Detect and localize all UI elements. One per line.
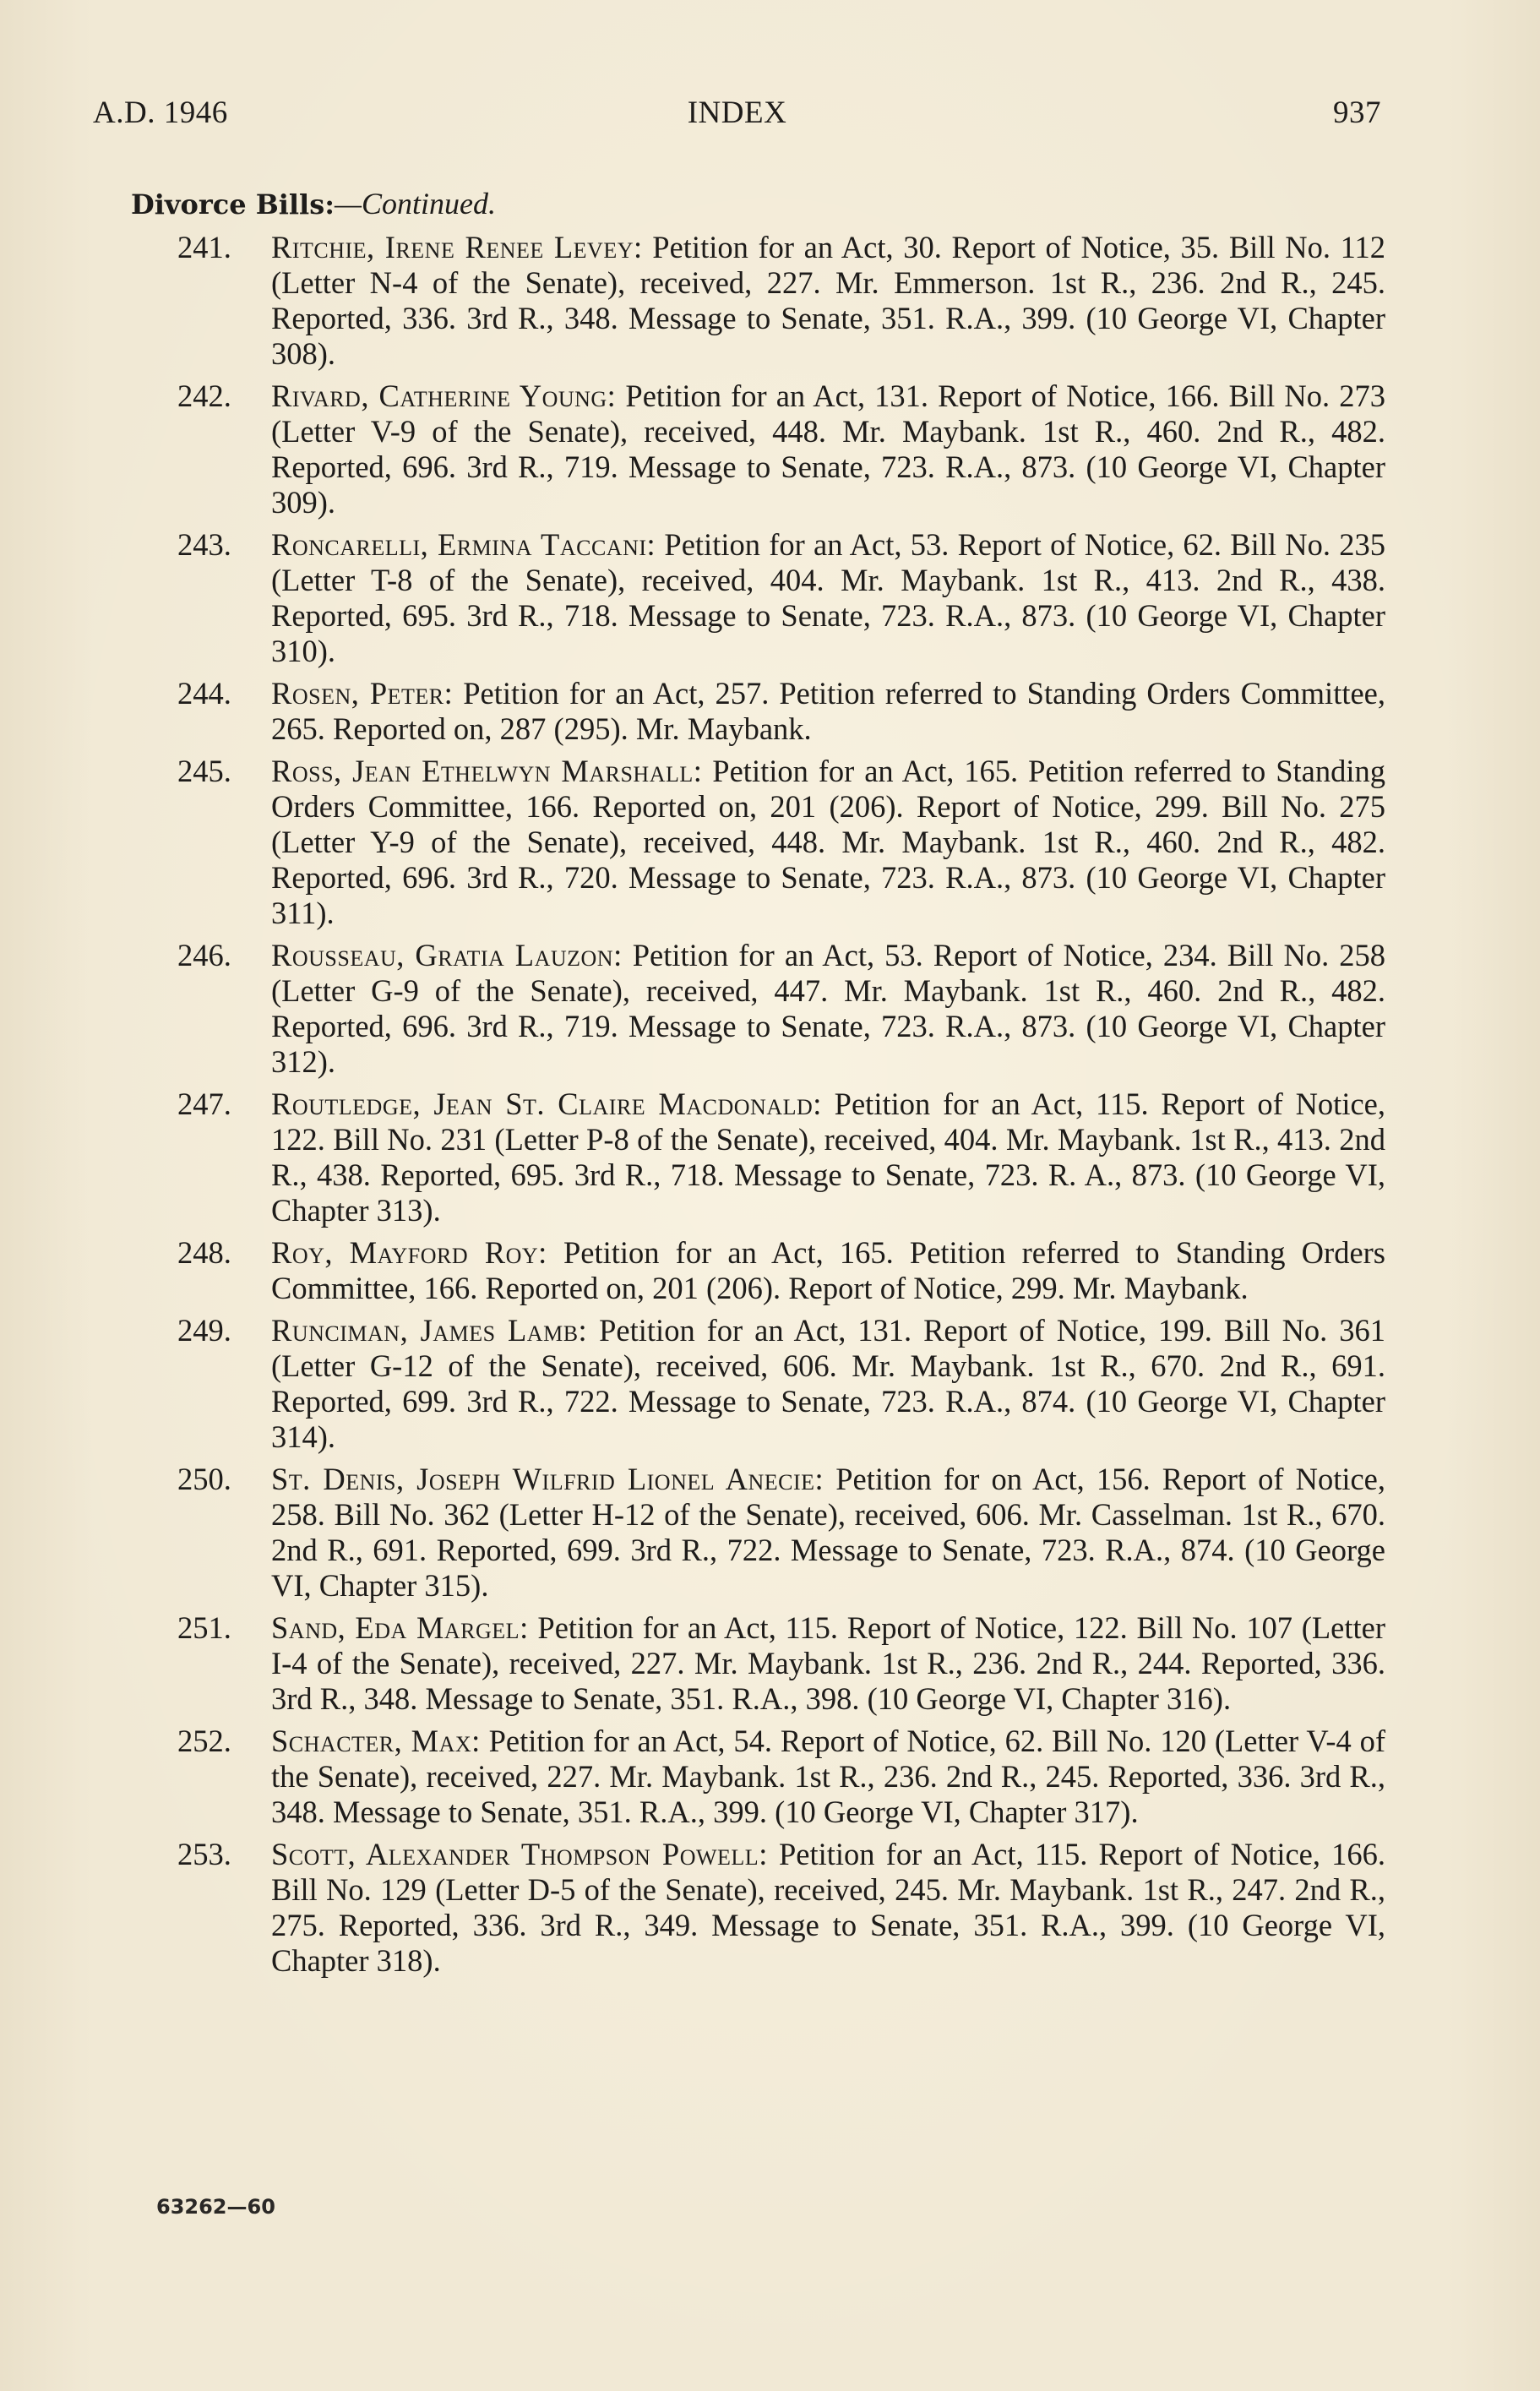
entry-name: Schacter, Max: — [271, 1724, 481, 1758]
index-entry — [131, 230, 1385, 372]
entry-body: Petition for an Act, 53. Report of Notice, 234. Bill No. 258 (Letter G-9 of the Senate), received, 447. Mr. Maybank. 1st R., 460. 2nd R., 482. Reported, 696. 3rd R., 719. Message to Senate, 723. R.A., 873. (10 George VI, Chapter 312). — [271, 938, 1385, 1079]
entry-number-label: 250. — [177, 1462, 231, 1496]
entry-body: Petition for an Act, 165. Petition referred to Standing Orders Committee, 166. Reported on, 201 (206). Report of Notice, 299. Bill No. 275 (Letter Y-9 of the Senate), received, 448. Mr. Maybank. 1st R., 460. 2nd R., 482. Reported, 696. 3rd R., 720. Message to Senate, 723. R.A., 873. (10 George VI, Chapter 311). — [271, 754, 1385, 930]
entry-body: Petition for an Act, 53. Report of Notice, 62. Bill No. 235 (Letter T-8 of the Senate), received, 404. Mr. Maybank. 1st R., 413. 2nd R., 438. Reported, 695. 3rd R., 718. Message to Senate, 723. R.A., 873. (10 George VI, Chapter 310). — [271, 527, 1385, 668]
section-title: Divorce Bills: — [131, 188, 335, 221]
entry-number-label: 247. — [177, 1087, 231, 1121]
entry-body: Petition for an Act, 131. Report of Notice, 166. Bill No. 273 (Letter V-9 of the Senate), received, 448. Mr. Maybank. 1st R., 460. 2nd R., 482. Reported, 696. 3rd R., 719. Message to Senate, 723. R.A., 873. (10 George VI, Chapter 309). — [271, 379, 1385, 520]
entry-body: Petition for an Act, 54. Report of Notice, 62. Bill No. 120 (Letter V-4 of the Senate), received, 227. Mr. Maybank. 1st R., 236. 2nd R., 245. Reported, 336. 3rd R., 348. Message to Senate, 351. R.A., 399. (10 George VI, Chapter 317). — [271, 1724, 1386, 1829]
entry-number — [131, 1610, 268, 1646]
entry-name: Rivard, Catherine Young: — [271, 379, 617, 413]
entry-number-label: 245. — [177, 754, 231, 788]
index-entries — [131, 230, 1385, 1985]
entry-name: Roy, Mayford Roy: — [271, 1235, 547, 1270]
entry-number — [131, 1235, 268, 1271]
entry-number — [131, 1313, 268, 1348]
entry-number-label: 242. — [177, 379, 231, 413]
index-entry — [131, 1235, 1385, 1306]
entry-name: Roncarelli, Ermina Taccani: — [271, 527, 656, 562]
index-entry — [131, 938, 1385, 1080]
index-entry — [131, 1462, 1385, 1604]
entry-body: Petition for an Act, 115. Report of Notice, 122. Bill No. 107 (Letter I-4 of the Senate), received, 227. Mr. Maybank. 1st R., 236. 2nd R., 244. Reported, 336. 3rd R., 348. Message to Senate, 351. R.A., 398. (10 George VI, Chapter 316). — [271, 1610, 1386, 1716]
entry-number-label: 249. — [177, 1313, 231, 1348]
index-entry — [131, 1837, 1385, 1979]
entry-body: Petition for an Act, 115. Report of Notice, 122. Bill No. 231 (Letter P-8 of the Senate), received, 404. Mr. Maybank. 1st R., 413. 2nd R., 438. Reported, 695. 3rd R., 718. Message to Senate, 723. R. A., 873. (10 George VI, Chapter 313). — [271, 1087, 1385, 1228]
index-entry — [131, 1313, 1385, 1455]
entry-text — [268, 1462, 1385, 1604]
entry-number — [131, 938, 268, 973]
entry-name: Ross, Jean Ethelwyn Marshall: — [271, 754, 703, 788]
entry-number-label: 253. — [177, 1837, 231, 1871]
running-head-year: A.D. 1946 — [93, 95, 228, 130]
entry-number — [131, 527, 268, 563]
index-entry — [131, 527, 1385, 669]
entry-number-label: 252. — [177, 1724, 231, 1758]
index-entry — [131, 379, 1385, 520]
section-heading — [131, 186, 496, 221]
entry-text — [268, 754, 1385, 931]
entry-name: Scott, Alexander Thompson Powell: — [271, 1837, 768, 1871]
entry-number-label: 251. — [177, 1610, 231, 1645]
entry-text — [268, 230, 1385, 372]
entry-body: Petition for an Act, 115. Report of Notice, 166. Bill No. 129 (Letter D-5 of the Senate), received, 245. Mr. Maybank. 1st R., 247. 2nd R., 275. Reported, 336. 3rd R., 349. Message to Senate, 351. R.A., 399. (10 George VI, Chapter 318). — [271, 1837, 1386, 1978]
entry-number — [131, 1462, 268, 1497]
entry-text — [268, 1610, 1385, 1717]
entry-number-label: 241. — [177, 230, 231, 264]
running-head — [93, 95, 1381, 137]
entry-name: Rousseau, Gratia Lauzon: — [271, 938, 623, 972]
entry-body: Petition for on Act, 156. Report of Notice, 258. Bill No. 362 (Letter H-12 of the Senate), received, 606. Mr. Casselman. 1st R., 670. 2nd R., 691. Reported, 699. 3rd R., 722. Message to Senate, 723. R.A., 874. (10 George VI, Chapter 315). — [271, 1462, 1386, 1603]
entry-name: Runciman, James Lamb: — [271, 1313, 588, 1348]
print-code: 63262—60 — [156, 2195, 275, 2219]
index-entry — [131, 676, 1385, 747]
entry-text — [268, 1087, 1385, 1228]
entry-body: Petition for an Act, 257. Petition referred to Standing Orders Committee, 265. Reported on, 287 (295). Mr. Maybank. — [271, 676, 1385, 746]
index-entry — [131, 1610, 1385, 1717]
entry-name: Rosen, Peter: — [271, 676, 454, 711]
index-entry — [131, 1724, 1385, 1830]
entry-name: Sand, Eda Margel: — [271, 1610, 529, 1645]
entry-number-label: 246. — [177, 938, 231, 972]
entry-number-label: 248. — [177, 1235, 231, 1270]
entry-number — [131, 379, 268, 414]
entry-body: Petition for an Act, 131. Report of Notice, 199. Bill No. 361 (Letter G-12 of the Senate), received, 606. Mr. Maybank. 1st R., 670. 2nd R., 691. Reported, 699. 3rd R., 722. Message to Senate, 723. R.A., 874. (10 George VI, Chapter 314). — [271, 1313, 1385, 1454]
entry-number — [131, 1087, 268, 1122]
entry-number — [131, 1724, 268, 1759]
entry-name: St. Denis, Joseph Wilfrid Lionel Anecie: — [271, 1462, 824, 1496]
entry-text — [268, 379, 1385, 520]
entry-text — [268, 1313, 1385, 1455]
entry-body: Petition for an Act, 30. Report of Notice, 35. Bill No. 112 (Letter N-4 of the Senate), received, 227. Mr. Emmerson. 1st R., 236. 2nd R., 245. Reported, 336. 3rd R., 348. Message to Senate, 351. R.A., 399. (10 George VI, Chapter 308). — [271, 230, 1385, 371]
entry-text — [268, 1235, 1385, 1306]
entry-number — [131, 676, 268, 711]
entry-text — [268, 1837, 1385, 1979]
entry-name: Routledge, Jean St. Claire Macdonald: — [271, 1087, 822, 1121]
page-number: 937 — [1333, 95, 1381, 130]
entry-number — [131, 754, 268, 789]
entry-text — [268, 938, 1385, 1080]
section-continued: —Continued. — [335, 187, 497, 221]
entry-number — [131, 230, 268, 265]
running-head-title: INDEX — [687, 95, 787, 130]
entry-number-label: 244. — [177, 676, 231, 711]
entry-text — [268, 676, 1385, 747]
index-entry — [131, 754, 1385, 931]
entry-text — [268, 527, 1385, 669]
index-entry — [131, 1087, 1385, 1228]
entry-number — [131, 1837, 268, 1872]
entry-number-label: 243. — [177, 527, 231, 562]
entry-name: Ritchie, Irene Renee Levey: — [271, 230, 643, 264]
entry-body: Petition for an Act, 165. Petition referred to Standing Orders Committee, 166. Reported on, 201 (206). Report of Notice, 299. Mr. Maybank. — [271, 1235, 1386, 1305]
entry-text — [268, 1724, 1385, 1830]
